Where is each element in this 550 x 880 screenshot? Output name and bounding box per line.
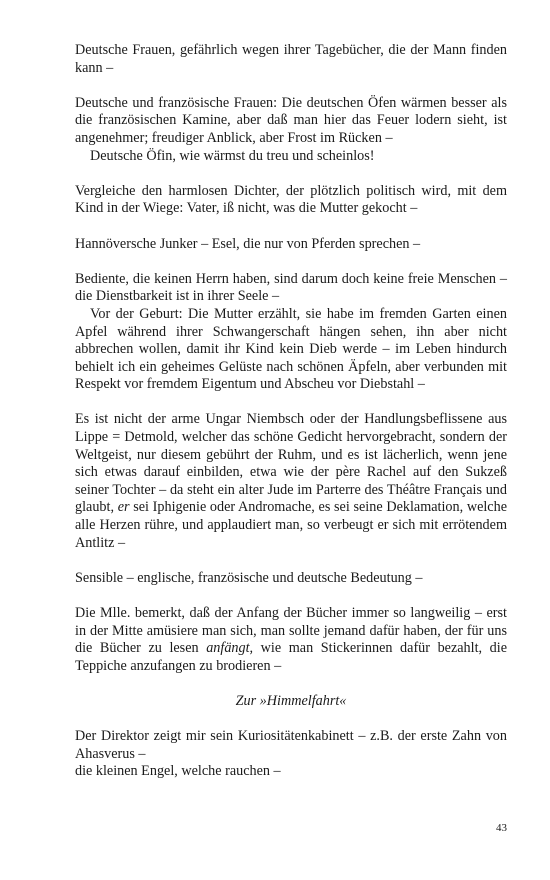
paragraph-weltgeist-part1: Es ist nicht der arme Ungar Niembsch oder der Handlungsbeflissene aus Lippe = Detmold, welcher das schöne Gedicht hervorgebracht, sondern der Weltgeist, nur diesem gebührt der Ruhm, und es ist lächerlich, wenn jene sich etwas darauf einbilden, etwa wie der père Rachel auf den Sukzeß seiner Tochter – da steht ein alter Jude im Parterre des Théâtre Français und glaubt, [75, 411, 507, 516]
paragraph-gap [75, 394, 507, 412]
paragraph-german-stove: Deutsche Öfin, wie wärmst du treu und scheinlos! [90, 147, 375, 164]
paragraph-german-women: Deutsche Frauen, gefährlich wegen ihrer Tagebücher, die der Mann finden kann – [75, 42, 507, 76]
section-heading [75, 693, 507, 711]
paragraph-mlle-emphasis: anfängt, [206, 640, 254, 657]
paragraph-gap [75, 253, 507, 271]
paragraph-gap [75, 675, 507, 693]
paragraph-director-cabinet: Der Direktor zeigt mir sein Kuriositätenkabinett – z.B. der erste Zahn von Ahasverus – [75, 728, 507, 762]
paragraph-weltgeist-part2: sei Iphigenie oder Andromache, es sei seine Deklamation, welche alle Herzen rühre, und applaudiert man, so verbeugt er sich mit errötendem Antlitz – [75, 499, 508, 551]
page-number: 43 [496, 822, 507, 834]
paragraph-mlle-part2: wie man Stickerinnen dafür bezahlt, die Teppiche anzufangen zu brodieren – [75, 640, 507, 674]
paragraph-hanover-junker: Hannöversche Junker – Esel, die nur von Pferden sprechen – [75, 235, 421, 252]
page-body [75, 42, 507, 781]
paragraph-gap [75, 711, 507, 729]
paragraph-weltgeist-emphasis: er [117, 499, 130, 516]
paragraph-little-angels: die kleinen Engel, welche rauchen – [75, 763, 281, 780]
paragraph-harmless-poet: Vergleiche den harmlosen Dichter, der plötzlich politisch wird, mit dem Kind in der Wiege: Vater, iß nicht, was die Mutter gekocht – [75, 182, 507, 217]
paragraph-gap [75, 587, 507, 605]
paragraph-sensible: Sensible – englische, französische und deutsche Bedeutung – [75, 569, 423, 586]
paragraph-gap [75, 77, 507, 95]
paragraph-servants: Bediente, die keinen Herrn haben, sind darum doch keine freie Menschen – die Dienstbarkeit ist in ihrer Seele – [75, 270, 507, 305]
paragraph-german-french-women: Deutsche und französische Frauen: Die deutschen Öfen wärmen besser als die französischen Kamine, aber daß man hier das Feuer lodern sieht, ist angenehmer; freudiger Anblick, aber Frost im Rücken – [75, 94, 507, 146]
paragraph-gap [75, 165, 507, 183]
paragraph-before-birth: Vor der Geburt: Die Mutter erzählt, sie habe im fremden Garten einen Apfel während ihrer Schwangerschaft hängen sehen, ihn aber nicht abbrechen wollen, damit ihr Kind kein Dieb werde – im Leben hindurch behielt ich ein geheimes Gelüste nach schönen Äpfeln, aber verbunden mit Respekt vor fremdem Eigentum und Abscheu vor Diebstahl – [75, 305, 507, 393]
paragraph-gap [75, 552, 507, 570]
paragraph-gap [75, 218, 507, 236]
paragraph-mlle-part1: Die Mlle. bemerkt, daß der Anfang der Bücher immer so langweilig – erst in der Mitte amüsiere man sich, man sollte jemand dafür haben, der für uns die Bücher zu lesen [75, 605, 507, 657]
paragraph-mlle-books [75, 605, 507, 675]
paragraph-weltgeist [75, 411, 507, 552]
section-heading-text: Zur »Himmelfahrt« [235, 692, 347, 709]
